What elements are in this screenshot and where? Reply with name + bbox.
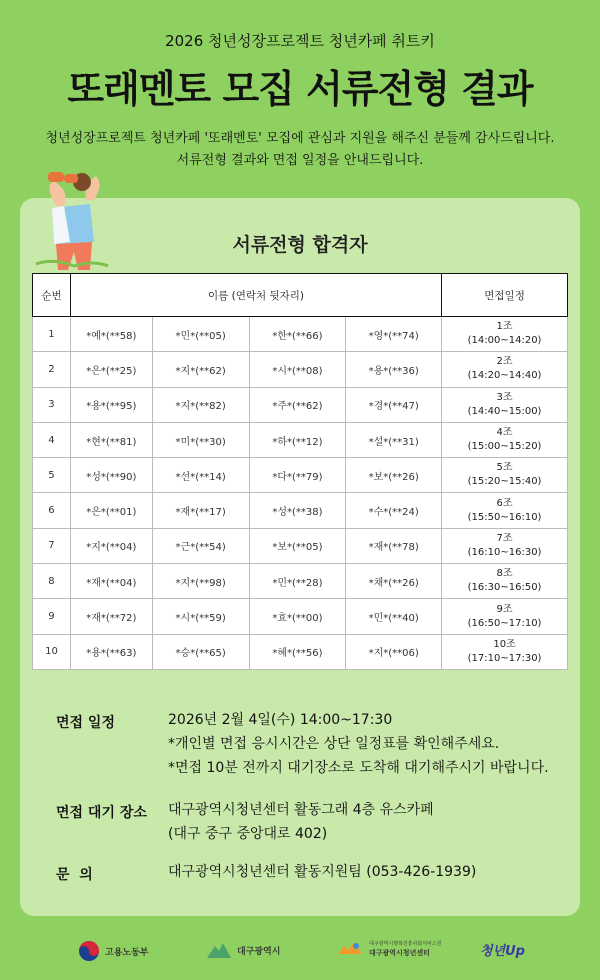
- interview-group: 5조: [496, 462, 513, 474]
- interview-time: (16:30~16:50): [467, 582, 542, 594]
- applicant-name: *수*(**24): [346, 493, 442, 528]
- interview-time: (16:50~17:10): [467, 617, 542, 629]
- applicant-name: *선*(**14): [152, 458, 249, 493]
- applicant-name: *지*(**04): [70, 528, 152, 563]
- row-number: 9: [33, 599, 71, 634]
- contact-text: 대구광역시청년센터 활동지원팀 (053-426-1939): [168, 864, 477, 880]
- table-row: [33, 422, 568, 457]
- row-number: 1: [33, 317, 71, 352]
- place-info: [168, 798, 434, 846]
- applicant-name: *설*(**31): [346, 422, 442, 457]
- place-name: 대구광역시청년센터 활동그래 4층 유스카페: [168, 802, 434, 818]
- table-row: [33, 528, 568, 563]
- interview-time: (14:40~15:00): [467, 405, 542, 417]
- interview-time: (15:50~16:10): [467, 511, 542, 523]
- applicant-name: *영*(**74): [346, 317, 442, 352]
- logo-youth-center-text: [369, 940, 441, 958]
- logo-youth-up: [480, 940, 525, 959]
- logo-moel: [78, 940, 148, 962]
- applicant-name: *성*(**90): [70, 458, 152, 493]
- interview-schedule: [442, 352, 568, 387]
- table-row: [33, 493, 568, 528]
- binocular-person-illustration: [34, 166, 110, 274]
- interview-group: 6조: [496, 497, 513, 509]
- applicant-name: *시*(**59): [152, 599, 249, 634]
- applicant-name: *보*(**05): [249, 528, 346, 563]
- logo-youth-center: [336, 940, 441, 958]
- result-table: [32, 273, 568, 670]
- interview-time: (14:00~14:20): [467, 335, 542, 347]
- applicant-name: *민*(**40): [346, 599, 442, 634]
- interview-schedule: [442, 634, 568, 669]
- row-number: 3: [33, 387, 71, 422]
- applicant-name: *재*(**17): [152, 493, 249, 528]
- logo-youth-center-name: 대구광역시청년센터: [369, 949, 430, 957]
- applicant-name: *예*(**58): [70, 317, 152, 352]
- place-label: 면접 대기 장소: [56, 805, 147, 821]
- applicant-name: *다*(**79): [249, 458, 346, 493]
- logo-youth-center-subtext: 대구광역시행복진흥사회서비스원: [369, 941, 442, 947]
- applicant-name: *혜*(**56): [249, 634, 346, 669]
- applicant-name: *하*(**12): [249, 422, 346, 457]
- table-row: [33, 458, 568, 493]
- top-subtitle: 2026 청년성장프로젝트 청년카페 취트키: [165, 32, 435, 50]
- applicant-name: *승*(**65): [152, 634, 249, 669]
- page-title: 또래멘토 모집 서류전형 결과: [67, 67, 533, 111]
- interview-group: 7조: [496, 532, 513, 544]
- row-number: 6: [33, 493, 71, 528]
- logo-daegu: [206, 940, 280, 960]
- youth-center-icon: [336, 940, 364, 958]
- interview-schedule: [442, 599, 568, 634]
- applicant-name: *근*(**54): [152, 528, 249, 563]
- applicant-name: *채*(**26): [346, 564, 442, 599]
- table-row: [33, 352, 568, 387]
- interview-schedule: [442, 422, 568, 457]
- contact-label: 문 의: [56, 867, 93, 883]
- logo-youth-up-text: 청년Up: [480, 944, 525, 959]
- interview-schedule: [442, 564, 568, 599]
- applicant-name: *민*(**05): [152, 317, 249, 352]
- applicant-name: *민*(**28): [249, 564, 346, 599]
- schedule-label: 면접 일정: [56, 715, 115, 731]
- schedule-note-2: *면접 10분 전까지 대기장소로 도착해 대기해주시기 바랍니다.: [168, 760, 549, 776]
- interview-time: (15:20~15:40): [467, 476, 542, 488]
- table-row: [33, 634, 568, 669]
- applicant-name: *지*(**82): [152, 387, 249, 422]
- schedule-date: 2026년 2월 4일(수) 14:00~17:30: [168, 712, 393, 728]
- interview-group: 2조: [496, 356, 513, 368]
- interview-time: (16:10~16:30): [467, 546, 542, 558]
- interview-group: 4조: [496, 427, 513, 439]
- row-number: 5: [33, 458, 71, 493]
- applicant-name: *한*(**66): [249, 317, 346, 352]
- row-number: 8: [33, 564, 71, 599]
- applicant-name: *현*(**81): [70, 422, 152, 457]
- schedule-info: [168, 708, 549, 780]
- row-number: 7: [33, 528, 71, 563]
- interview-group: 1조: [496, 321, 513, 333]
- row-number: 4: [33, 422, 71, 457]
- intro-line-2: 서류전형 결과와 면접 일정을 안내드립니다.: [176, 153, 424, 168]
- applicant-name: *보*(**26): [346, 458, 442, 493]
- interview-group: 8조: [496, 568, 513, 580]
- interview-schedule: [442, 458, 568, 493]
- applicant-name: *재*(**04): [70, 564, 152, 599]
- interview-time: (15:00~15:20): [467, 441, 542, 453]
- footer-logos: [0, 930, 600, 970]
- mountain-icon: [206, 940, 232, 960]
- interview-schedule: [442, 387, 568, 422]
- logo-daegu-text: 대구광역시: [237, 946, 281, 957]
- applicant-name: *미*(**30): [152, 422, 249, 457]
- table-row: [33, 599, 568, 634]
- interview-group: 3조: [496, 391, 513, 403]
- table-row: [33, 564, 568, 599]
- row-number: 10: [33, 634, 71, 669]
- interview-group: 10조: [493, 638, 516, 650]
- interview-time: (17:10~17:30): [467, 652, 542, 664]
- table-row: [33, 317, 568, 352]
- interview-schedule: [442, 493, 568, 528]
- applicant-name: *재*(**72): [70, 599, 152, 634]
- column-header-schedule: 면접일정: [442, 274, 568, 317]
- section-title: 서류전형 합격자: [232, 234, 368, 256]
- applicant-name: *은*(**01): [70, 493, 152, 528]
- logo-moel-text: 고용노동부: [105, 947, 149, 958]
- applicant-name: *지*(**98): [152, 564, 249, 599]
- place-address: (대구 중구 중앙대로 402): [168, 826, 328, 842]
- table-row: [33, 387, 568, 422]
- contact-info: [168, 860, 476, 884]
- schedule-note-1: *개인별 면접 응시시간은 상단 일정표를 확인해주세요.: [168, 736, 500, 752]
- applicant-name: *주*(**62): [249, 387, 346, 422]
- interview-time: (14:20~14:40): [467, 370, 542, 382]
- applicant-name: *용*(**63): [70, 634, 152, 669]
- applicant-name: *지*(**62): [152, 352, 249, 387]
- applicant-name: *경*(**47): [346, 387, 442, 422]
- table-header-row: [33, 274, 568, 317]
- row-number: 2: [33, 352, 71, 387]
- applicant-name: *용*(**95): [70, 387, 152, 422]
- column-header-name: 이름 (연락처 뒷자리): [70, 274, 441, 317]
- interview-group: 9조: [496, 603, 513, 615]
- applicant-name: *은*(**25): [70, 352, 152, 387]
- applicant-name: *효*(**00): [249, 599, 346, 634]
- taegeuk-icon: [78, 940, 100, 962]
- interview-schedule: [442, 528, 568, 563]
- applicant-name: *재*(**78): [346, 528, 442, 563]
- applicant-name: *시*(**08): [249, 352, 346, 387]
- applicant-name: *지*(**06): [346, 634, 442, 669]
- applicant-name: *용*(**36): [346, 352, 442, 387]
- intro-line-1: 청년성장프로젝트 청년카페 '또래멘토' 모집에 관심과 지원을 해주신 분들께 감사드립니다.: [45, 131, 555, 146]
- column-header-no: 순번: [33, 274, 71, 317]
- applicant-name: *성*(**38): [249, 493, 346, 528]
- interview-schedule: [442, 317, 568, 352]
